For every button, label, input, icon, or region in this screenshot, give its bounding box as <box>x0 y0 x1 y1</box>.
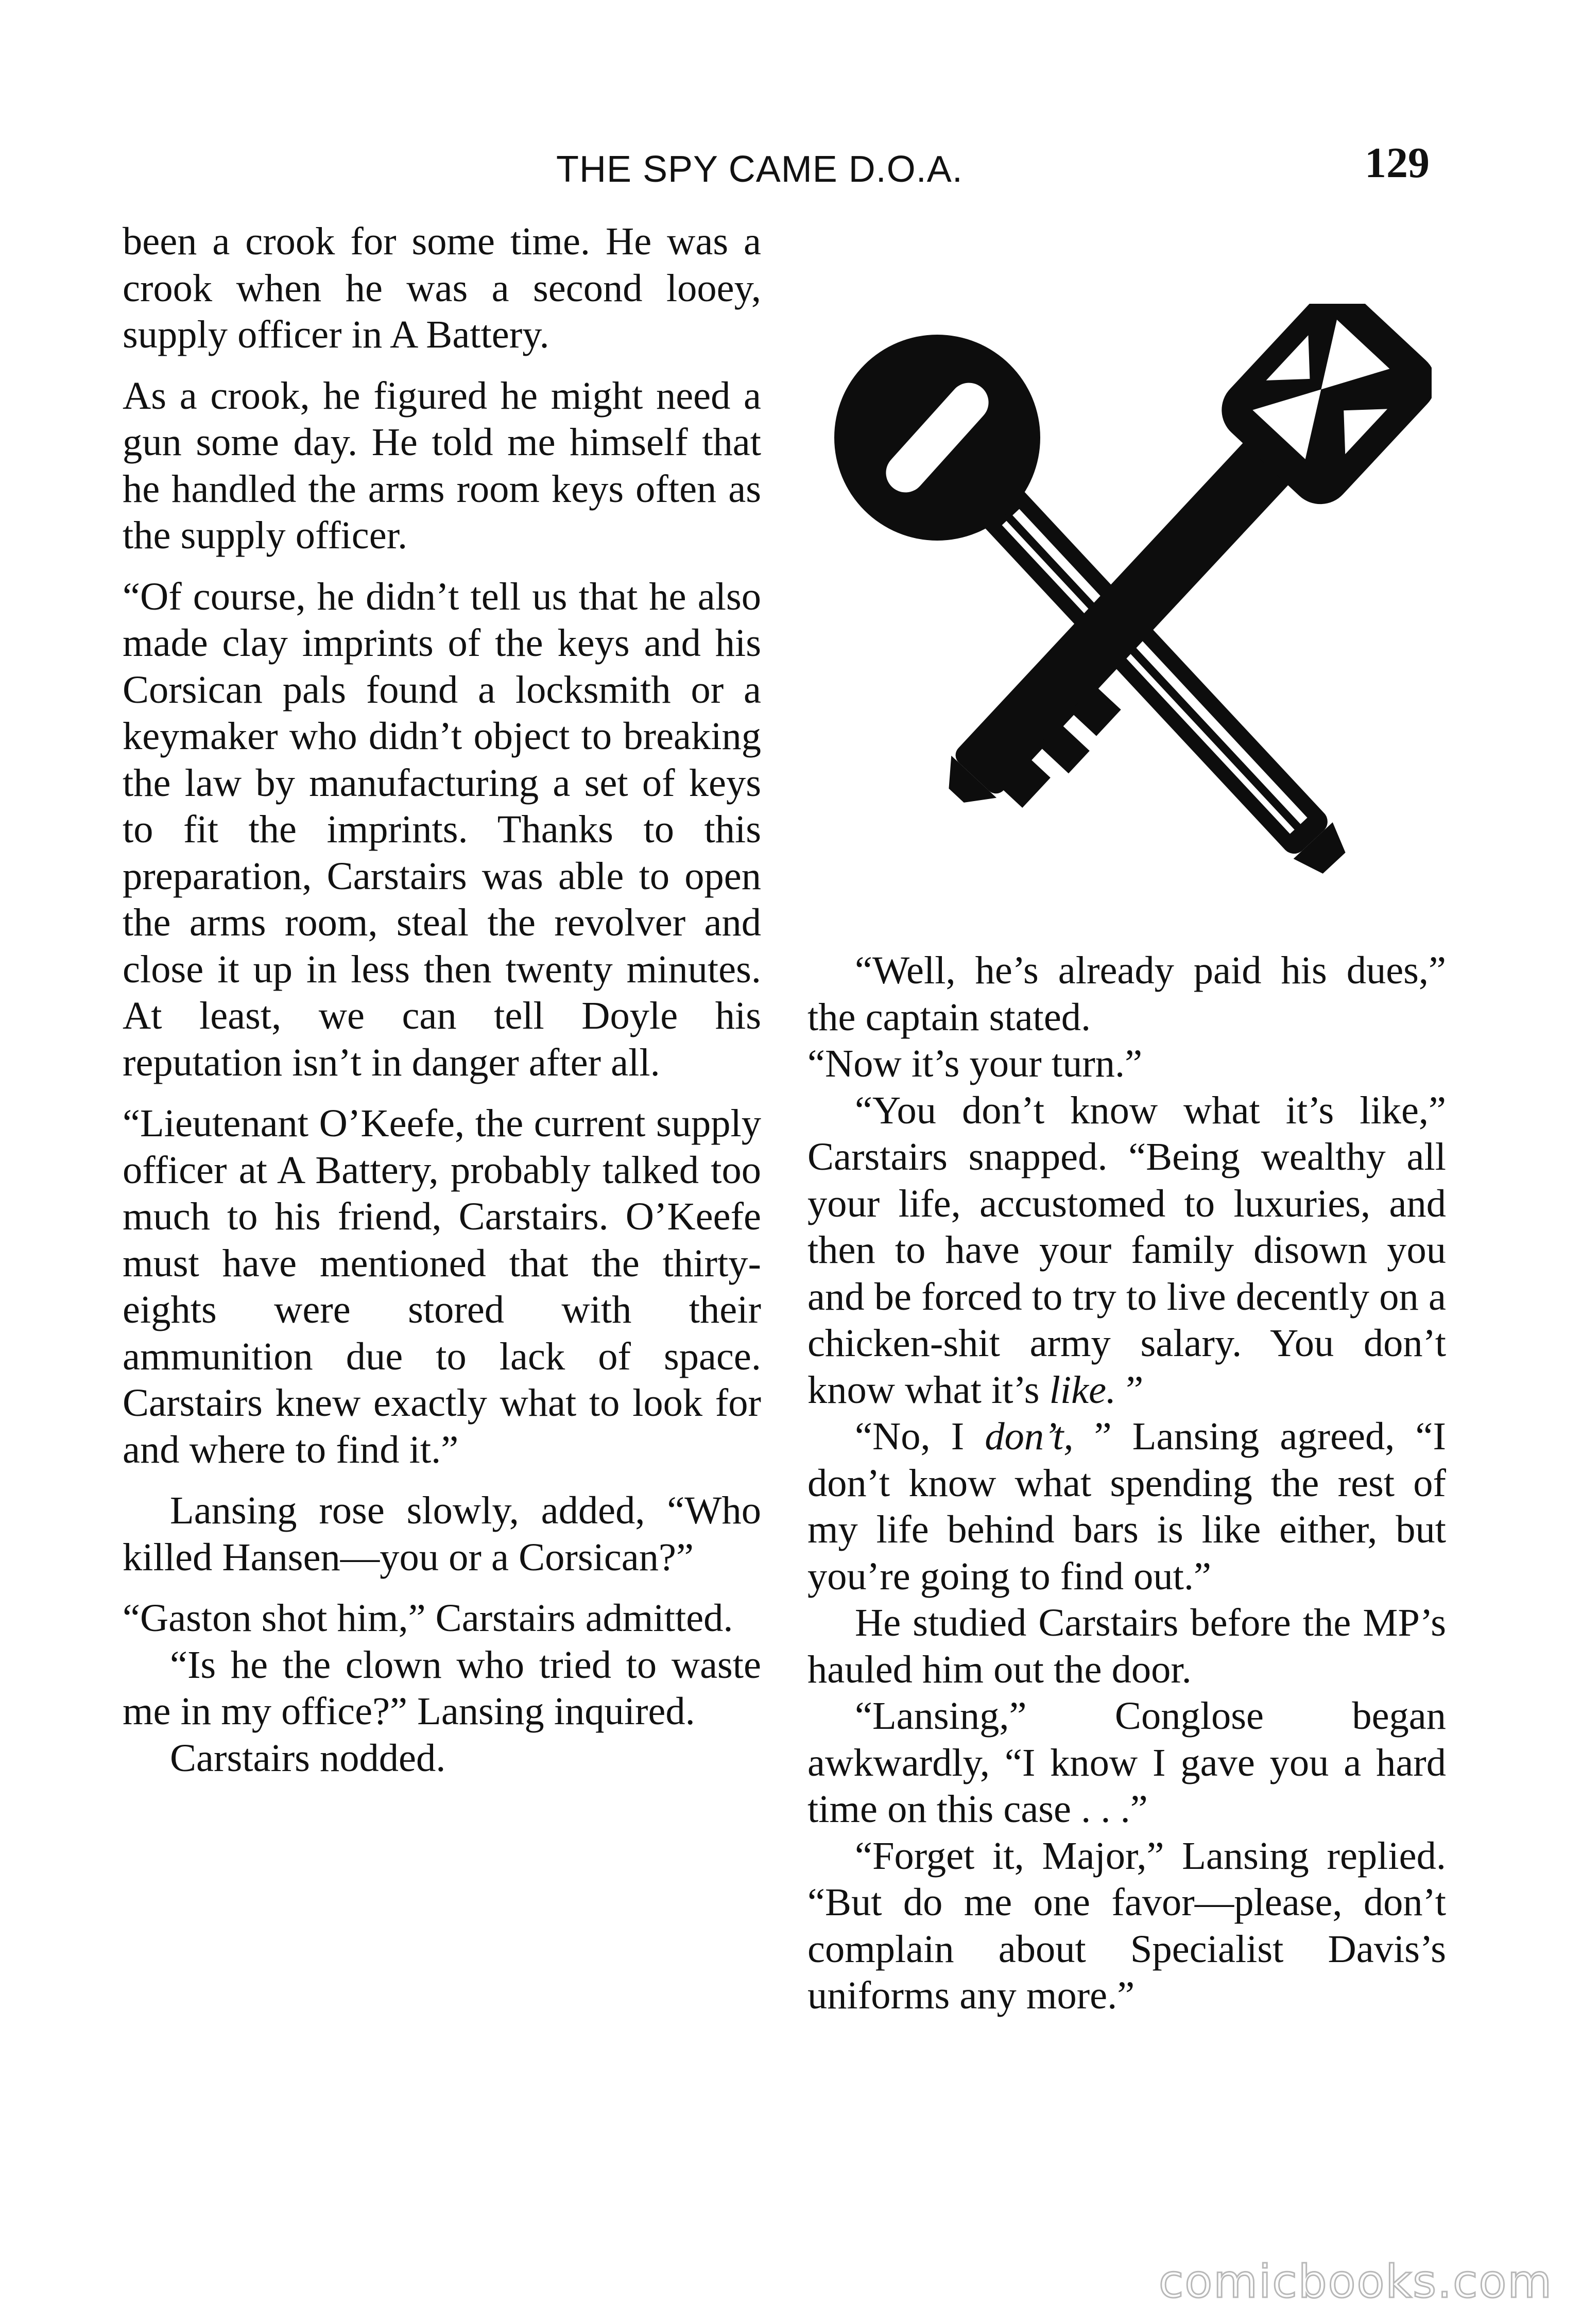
watermark: comicbooks.com <box>1159 2255 1553 2308</box>
paragraph-text: ” Lansing agreed, “I don’t know what spending the rest of my life behind bars is like either, but you’re going to find out.” <box>807 1414 1446 1598</box>
running-head <box>0 138 1582 200</box>
paragraph: “Lansing,” Conglose began awkwardly, “I know I gave you a hard time on this case . . .” <box>807 1694 1446 1831</box>
page-number: 129 <box>1365 139 1430 187</box>
paragraph: Carstairs nodded. <box>170 1736 446 1780</box>
paragraph: “Gaston shot him,” Carstairs admitted. <box>123 1596 733 1640</box>
paragraph: He studied Carstairs before the MP’s hauled him out the door. <box>807 1601 1446 1691</box>
paragraph: been a crook for some time. He was a crook when he was a second looey, supply officer in A Battery. <box>123 219 761 356</box>
paragraph: “Forget it, Major,” Lansing replied. “But do me one favor—please, don’t complain about Specialist Davis’s uniforms any more.” <box>807 1833 1446 2017</box>
paragraph: “Well, he’s already paid his dues,” the captain stated. <box>807 948 1446 1039</box>
running-title: THE SPY CAME D.O.A. <box>556 149 963 190</box>
emphasis: like. <box>1049 1367 1116 1412</box>
paragraph <box>807 1087 1446 1414</box>
crossed-keys-icon <box>834 304 1432 875</box>
paragraph-text: “No, I <box>855 1414 985 1458</box>
left-column <box>123 218 761 1781</box>
paragraph: Lansing rose slowly, added, “Who killed Hansen—you or a Corsican?” <box>123 1488 761 1579</box>
right-column <box>807 947 1446 2019</box>
paragraph: “Of course, he didn’t tell us that he also made clay imprints of the keys and his Corsican pals found a locksmith or a keymaker who didn’t object to breaking the law by manufacturing a set of keys to fit the imprints. Thanks to this preparation, Carstairs was able to open the arms room, steal the revolver and close it up in less then twenty minutes. At least, we can tell Doyle his reputation isn’t in danger after all. <box>123 574 761 1084</box>
paragraph: “Is he the clown who tried to waste me in my office?” Lansing inquired. <box>123 1642 761 1733</box>
paragraph: “Now it’s your turn.” <box>807 1042 1143 1085</box>
paragraph: “Lieutenant O’Keefe, the current supply officer at A Battery, probably talked too much to his friend, Carstairs. O’Keefe must have mentioned that the thirty-eights were stored with their ammunition due to lack of space. Carstairs knew exactly what to look for and where to find it.” <box>123 1101 761 1471</box>
emphasis: don’t, <box>985 1414 1074 1458</box>
paragraph <box>807 1413 1446 1600</box>
paragraph: As a crook, he figured he might need a gun some day. He told me himself that he handled the arms room keys often as the supply officer. <box>123 373 761 557</box>
paragraph-text: ” <box>1116 1367 1144 1412</box>
paragraph-text: “You don’t know what it’s like,” Carstairs snapped. “Being wealthy all your life, accustomed to luxuries, and then to have your family disown you and be forced to try to live decently on a chicken-shit army salary. You don’t know what it’s <box>807 1088 1446 1412</box>
